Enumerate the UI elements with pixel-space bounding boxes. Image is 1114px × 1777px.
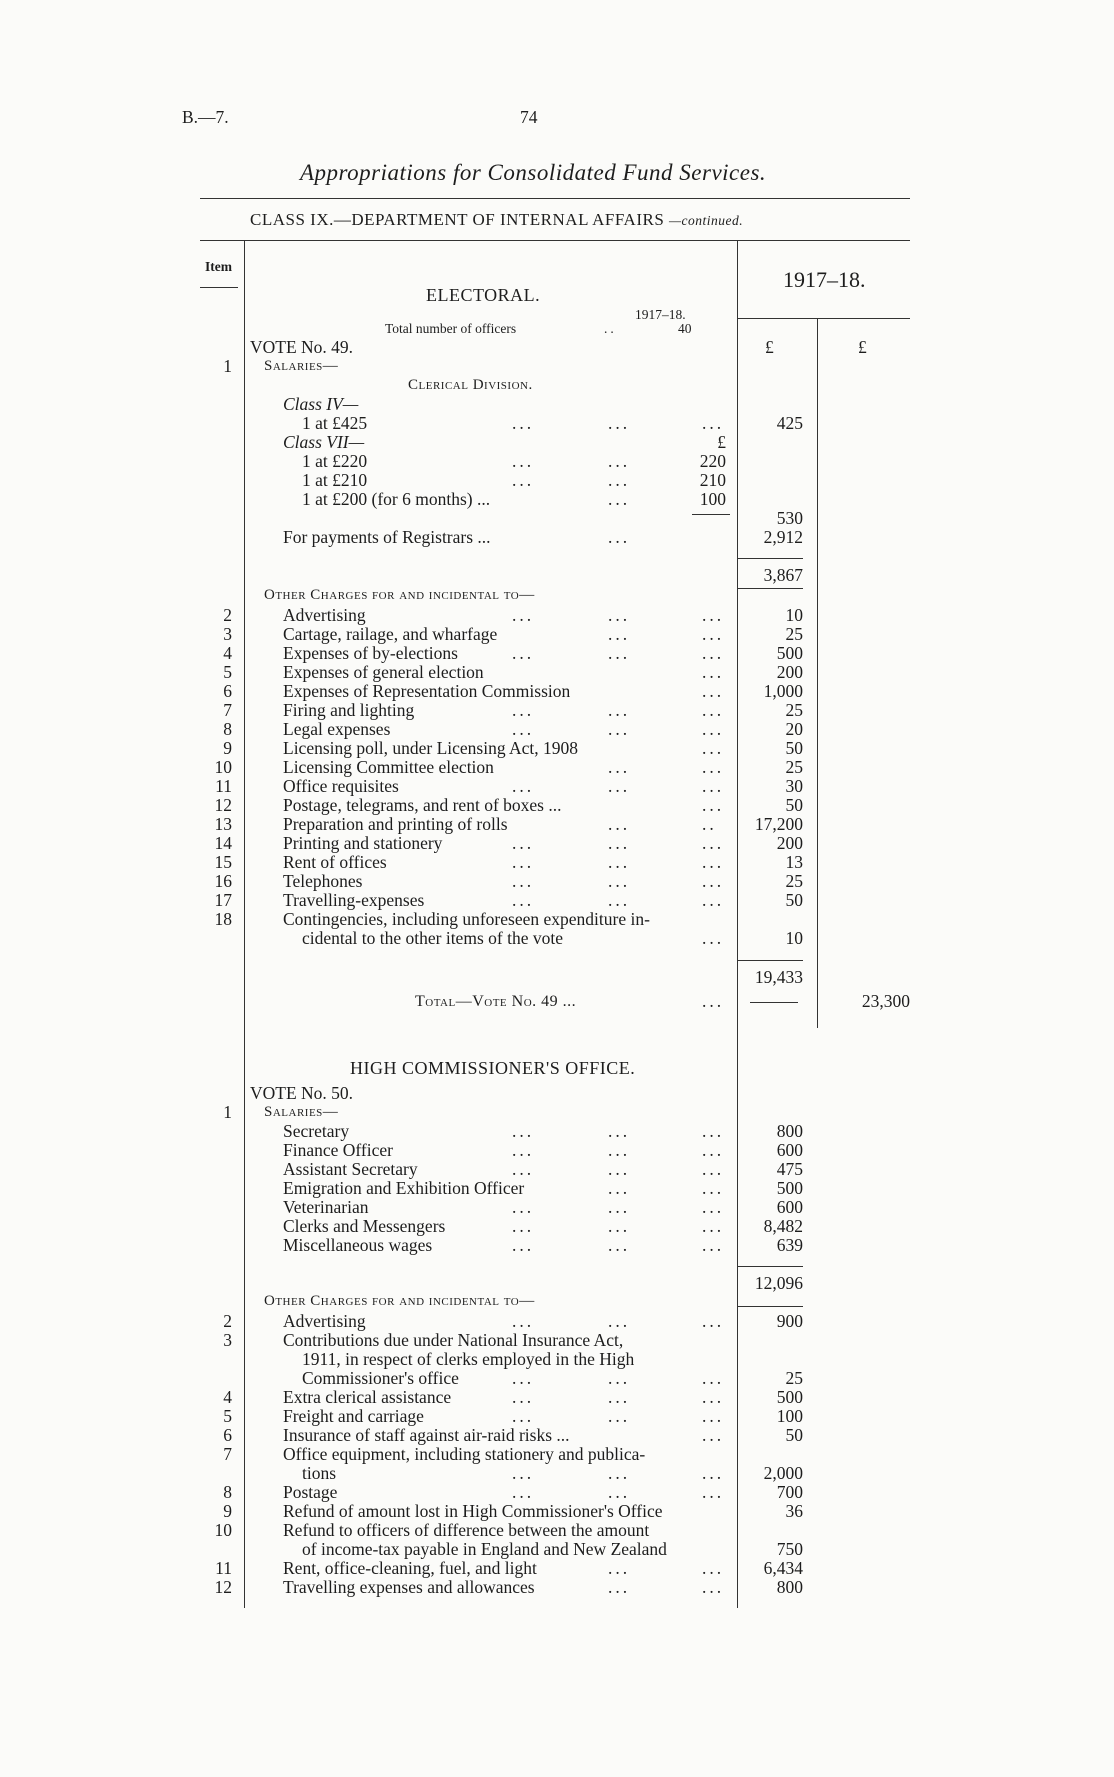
leader-dots: ...	[702, 662, 725, 682]
leader-dots: ...	[702, 1482, 725, 1502]
leader-dots: ...	[512, 470, 535, 490]
leader-dots: ...	[512, 1197, 535, 1217]
hco-heading: HIGH COMMISSIONER'S OFFICE.	[350, 1058, 636, 1078]
item-number: 3	[223, 1330, 232, 1350]
item-label: Travelling-expenses	[283, 890, 425, 910]
item-number: 6	[223, 681, 232, 701]
subtotal-rule	[737, 1266, 803, 1267]
leader-dots: ...	[608, 527, 631, 547]
leader-dots: ...	[608, 871, 631, 891]
item-label-continued: tions	[302, 1463, 337, 1483]
leader-dots: ...	[702, 1178, 725, 1198]
item-number: 9	[223, 738, 232, 758]
item-label: Expenses of by-elections	[283, 643, 458, 663]
leader-dots: ...	[608, 719, 631, 739]
page-title: Appropriations for Consolidated Fund Services.	[300, 160, 767, 185]
item-amount: 800	[776, 1121, 803, 1141]
item-number: 6	[223, 1425, 232, 1445]
officers-count: 40	[678, 321, 692, 336]
leader-dots: ...	[608, 1197, 631, 1217]
leader-dots: ...	[512, 1121, 535, 1141]
year-header-rule	[737, 318, 910, 319]
leader-dots: ...	[512, 833, 535, 853]
pound-sign-total-col: £	[858, 337, 867, 357]
leader-dots: ...	[512, 605, 535, 625]
leader-dots: ...	[702, 1406, 725, 1426]
leader-dots: ...	[702, 1311, 725, 1331]
leader-dots: ...	[512, 719, 535, 739]
class-vii-inner-amount: 220	[699, 451, 726, 471]
item-label: Preparation and printing of rolls	[283, 814, 508, 834]
class-vii-inner-amount: 100	[699, 489, 726, 509]
item-amount: 17,200	[754, 814, 803, 834]
leader-dots: ...	[702, 1216, 725, 1236]
top-rule	[200, 198, 910, 199]
total-vote-49-amount: 23,300	[861, 991, 910, 1011]
leader-dots: ...	[512, 1140, 535, 1160]
officers-year-label: 1917–18.	[635, 307, 686, 322]
leader-dots: ...	[608, 1482, 631, 1502]
item-amount: 25	[785, 624, 803, 644]
leader-dots: ...	[512, 643, 535, 663]
leader-dots: ...	[702, 1140, 725, 1160]
leader-dots: ...	[702, 1121, 725, 1141]
item-amount: 20	[785, 719, 803, 739]
leader-dots: ...	[702, 833, 725, 853]
item-number: 7	[223, 1444, 232, 1464]
class-vii-total: 530	[776, 508, 803, 528]
class-heading	[250, 210, 743, 230]
vote-49-label: VOTE No. 49.	[250, 337, 354, 357]
item-label: Advertising	[283, 1311, 366, 1331]
item-number: 18	[214, 909, 232, 929]
item-number: 11	[215, 776, 232, 796]
item-number: 11	[215, 1558, 232, 1578]
item-amount: 500	[776, 643, 803, 663]
item-amount: 50	[785, 738, 803, 758]
leader-dots: ...	[608, 1178, 631, 1198]
item-amount: 1,000	[763, 681, 803, 701]
item-amount: 500	[776, 1178, 803, 1198]
clerical-division-label: Clerical Division.	[408, 377, 533, 393]
item-amount: 475	[776, 1159, 803, 1179]
item-label: Firing and lighting	[283, 700, 415, 720]
class-iv-amount: 425	[776, 413, 803, 433]
class-vii-label: Class VII—	[283, 432, 365, 452]
item-label: Licensing Committee election	[283, 757, 494, 777]
item-label: Refund of amount lost in High Commissioner's Office	[283, 1501, 663, 1521]
leader-dots: ...	[608, 413, 631, 433]
item-number: 12	[214, 1577, 232, 1597]
item-amount: 10	[785, 605, 803, 625]
leader-dots: ...	[608, 470, 631, 490]
class-vii-line: 1 at £200 (for 6 months) ...	[302, 489, 491, 509]
leader-dots: ...	[702, 719, 725, 739]
class-iv-line: 1 at £425	[302, 413, 368, 433]
item-number: 14	[214, 833, 232, 853]
item-number: 2	[223, 605, 232, 625]
item-amount: 800	[776, 1577, 803, 1597]
subtotal-rule	[737, 558, 803, 559]
item-amount: 25	[785, 1368, 803, 1388]
item-label: Travelling expenses and allowances	[283, 1577, 535, 1597]
item-number: 3	[223, 624, 232, 644]
page-code: B.—7.	[182, 107, 229, 127]
hco-other-charges-heading: Other Charges for and incidental to—	[264, 1293, 535, 1309]
leader-dots: ...	[608, 1121, 631, 1141]
item-label-continued: 1911, in respect of clerks employed in the High	[302, 1349, 635, 1369]
leader-dots: ...	[608, 1368, 631, 1388]
leader-dots: ...	[702, 890, 725, 910]
leader-dots: ...	[608, 1159, 631, 1179]
leader-dots: ...	[608, 890, 631, 910]
item-number: 5	[223, 1406, 232, 1426]
item-column-header: Item	[205, 259, 232, 274]
item-label-continued: of income-tax payable in England and New Zealand	[302, 1539, 667, 1559]
item-label: Refund to officers of difference between the amount	[283, 1520, 650, 1540]
item-label: Assistant Secretary	[283, 1159, 418, 1179]
item-amount: 200	[776, 662, 803, 682]
leader-dots: ..	[604, 321, 617, 336]
item-amount: 13	[785, 852, 803, 872]
item-label: Freight and carriage	[283, 1406, 424, 1426]
item-amount: 25	[785, 871, 803, 891]
item-label: Postage, telegrams, and rent of boxes ...	[283, 795, 562, 815]
class-iv-label: Class IV—	[283, 394, 359, 414]
total-vote-49-label: Total—Vote No. 49 ...	[415, 993, 577, 1010]
item-amount: 50	[785, 1425, 803, 1445]
item-label: Extra clerical assistance	[283, 1387, 452, 1407]
item-amount: 639	[776, 1235, 803, 1255]
officers-label: Total number of officers	[385, 321, 517, 336]
item-label: Expenses of Representation Commission	[283, 681, 571, 701]
leader-dots: ...	[608, 833, 631, 853]
leader-dots: ...	[702, 1463, 725, 1483]
item-number: 2	[223, 1311, 232, 1331]
item-label: Legal expenses	[283, 719, 391, 739]
leader-dots: ...	[702, 1387, 725, 1407]
item-header-rule	[200, 287, 238, 288]
item-amount: 900	[776, 1311, 803, 1331]
leader-dots: ...	[608, 852, 631, 872]
item-number: 17	[214, 890, 232, 910]
item-amount: 2,000	[763, 1463, 803, 1483]
item-amount: 750	[776, 1539, 803, 1559]
item-number: 12	[214, 795, 232, 815]
item-label: Contingencies, including unforeseen expenditure in-	[283, 909, 650, 929]
salaries-label: Salaries—	[264, 358, 339, 374]
item-amount: 100	[776, 1406, 803, 1426]
other-charges-heading: Other Charges for and incidental to—	[264, 587, 535, 603]
class-heading-main: CLASS IX.—DEPARTMENT OF INTERNAL AFFAIRS	[250, 210, 665, 229]
leader-dots: ...	[512, 1216, 535, 1236]
item-number: 8	[223, 1482, 232, 1502]
leader-dots: ...	[702, 413, 725, 433]
leader-dots: ...	[512, 1387, 535, 1407]
item-label: Contributions due under National Insurance Act,	[283, 1330, 624, 1350]
item-number: 1	[223, 1102, 232, 1122]
pound-sign-amount-col: £	[765, 337, 774, 357]
item-number: 8	[223, 719, 232, 739]
class-vii-line: 1 at £210	[302, 470, 368, 490]
leader-dots: ...	[608, 1406, 631, 1426]
item-amount: 8,482	[763, 1216, 803, 1236]
leader-dots: ...	[702, 643, 725, 663]
item-label: Printing and stationery	[283, 833, 443, 853]
item-label: Advertising	[283, 605, 366, 625]
subtotal-rule	[737, 960, 803, 961]
leader-dots: ...	[702, 1197, 725, 1217]
item-label: Expenses of general election	[283, 662, 484, 682]
item-number: 15	[214, 852, 232, 872]
item-number: 4	[223, 643, 232, 663]
leader-dots: ...	[608, 700, 631, 720]
leader-dots: ...	[702, 1425, 725, 1445]
leader-dots: ...	[512, 413, 535, 433]
leader-dots: ...	[702, 776, 725, 796]
registrars-label: For payments of Registrars ...	[283, 527, 491, 547]
item-amount: 200	[776, 833, 803, 853]
item-number: 4	[223, 1387, 232, 1407]
hco-salaries-total: 12,096	[754, 1273, 803, 1293]
item-amount: 600	[776, 1197, 803, 1217]
subtotal-rule	[737, 588, 803, 589]
item-amount: 25	[785, 757, 803, 777]
leader-dots: ...	[608, 757, 631, 777]
item-label: Finance Officer	[283, 1140, 393, 1160]
leader-dots: ...	[702, 1577, 725, 1597]
item-label: Insurance of staff against air-raid risks ...	[283, 1425, 570, 1445]
item-amount: 10	[785, 928, 803, 948]
item-label: Secretary	[283, 1121, 350, 1141]
leader-dots: ...	[702, 1368, 725, 1388]
leader-dots: ...	[608, 1216, 631, 1236]
item-amount: 25	[785, 700, 803, 720]
item-amount: 50	[785, 890, 803, 910]
leader-dots: ...	[702, 738, 725, 758]
leader-dots: ...	[608, 489, 631, 509]
leader-dots: ...	[608, 1140, 631, 1160]
leader-dots: ...	[702, 928, 725, 948]
item-label: Office equipment, including stationery and publica-	[283, 1444, 646, 1464]
leader-dots: ...	[702, 991, 725, 1011]
subtotal-rule	[692, 514, 730, 515]
leader-dots: ...	[702, 1558, 725, 1578]
item-label: Miscellaneous wages	[283, 1235, 433, 1255]
item-amount: 500	[776, 1387, 803, 1407]
item-label: Cartage, railage, and wharfage	[283, 624, 498, 644]
item-amount: 30	[785, 776, 803, 796]
item-label: Licensing poll, under Licensing Act, 1908	[283, 738, 579, 758]
item-amount: 700	[776, 1482, 803, 1502]
item-number: 9	[223, 1501, 232, 1521]
item-number: 10	[214, 757, 232, 777]
item-number: 7	[223, 700, 232, 720]
item-amount: 36	[785, 1501, 803, 1521]
item-amount: 6,434	[763, 1558, 803, 1578]
class-vii-inner-amount: 210	[699, 470, 726, 490]
item-label-continued: Commissioner's office	[302, 1368, 459, 1388]
leader-dots: ...	[512, 890, 535, 910]
leader-dots: ...	[512, 1368, 535, 1388]
item-label: Veterinarian	[283, 1197, 369, 1217]
leader-dots: ...	[512, 776, 535, 796]
leader-dots: ...	[702, 871, 725, 891]
leader-dots: ...	[608, 776, 631, 796]
leader-dots: ...	[702, 605, 725, 625]
leader-dots: ...	[702, 757, 725, 777]
leader-dots: ...	[512, 451, 535, 471]
item-label: Clerks and Messengers	[283, 1216, 446, 1236]
leader-dots: ...	[702, 624, 725, 644]
leader-dots: ..	[702, 814, 717, 834]
leader-dots: ...	[608, 1463, 631, 1483]
leader-dots: ...	[702, 795, 725, 815]
leader-dots: ...	[608, 1235, 631, 1255]
leader-dots: ...	[702, 681, 725, 701]
leader-dots: ...	[608, 1311, 631, 1331]
item-number: 16	[214, 871, 232, 891]
leader-dots: ...	[702, 1235, 725, 1255]
item-column-rule	[244, 240, 245, 1608]
item-label: Emigration and Exhibition Officer	[283, 1178, 525, 1198]
item-label: Office requisites	[283, 776, 399, 796]
class-vii-pound-sign: £	[717, 432, 726, 452]
item-label: Rent, office-cleaning, fuel, and light	[283, 1558, 537, 1578]
item-number: 1	[223, 356, 232, 376]
subtotal-rule	[737, 1306, 803, 1307]
leader-dots: ...	[702, 852, 725, 872]
item-label: Rent of offices	[283, 852, 387, 872]
item-number: 10	[214, 1520, 232, 1540]
item-label: Telephones	[283, 871, 363, 891]
leader-dots: ...	[608, 605, 631, 625]
item-label: Postage	[283, 1482, 338, 1502]
item-label-continued: cidental to the other items of the vote	[302, 928, 563, 948]
vote-50-label: VOTE No. 50.	[250, 1083, 354, 1103]
leader-dots: ...	[512, 700, 535, 720]
leader-dots: ...	[512, 1463, 535, 1483]
leader-dots: ...	[512, 871, 535, 891]
heading-rule	[200, 240, 910, 241]
hco-salaries-label: Salaries—	[264, 1104, 339, 1120]
leader-dots: ...	[512, 852, 535, 872]
electoral-other-total: 19,433	[754, 967, 803, 987]
leader-dots: ...	[608, 643, 631, 663]
item-amount: 600	[776, 1140, 803, 1160]
electoral-salaries-total: 3,867	[763, 565, 803, 585]
page-number: 74	[520, 107, 538, 127]
leader-dots: ...	[512, 1235, 535, 1255]
total-column-rule	[817, 318, 818, 1028]
year-column-header: 1917–18.	[783, 267, 866, 292]
item-amount: 50	[785, 795, 803, 815]
leader-dots: ...	[608, 814, 631, 834]
subtotal-rule	[750, 1002, 798, 1003]
leader-dots: ...	[608, 624, 631, 644]
item-number: 5	[223, 662, 232, 682]
leader-dots: ...	[512, 1159, 535, 1179]
leader-dots: ...	[608, 451, 631, 471]
leader-dots: ...	[608, 1558, 631, 1578]
leader-dots: ...	[512, 1311, 535, 1331]
class-vii-line: 1 at £220	[302, 451, 368, 471]
electoral-heading: ELECTORAL.	[426, 285, 541, 305]
leader-dots: ...	[702, 1159, 725, 1179]
class-heading-continued: —continued.	[669, 213, 744, 228]
leader-dots: ...	[512, 1406, 535, 1426]
leader-dots: ...	[512, 1482, 535, 1502]
registrars-amount: 2,912	[763, 527, 803, 547]
leader-dots: ...	[608, 1387, 631, 1407]
leader-dots: ...	[608, 1577, 631, 1597]
leader-dots: ...	[702, 700, 725, 720]
item-number: 13	[214, 814, 232, 834]
